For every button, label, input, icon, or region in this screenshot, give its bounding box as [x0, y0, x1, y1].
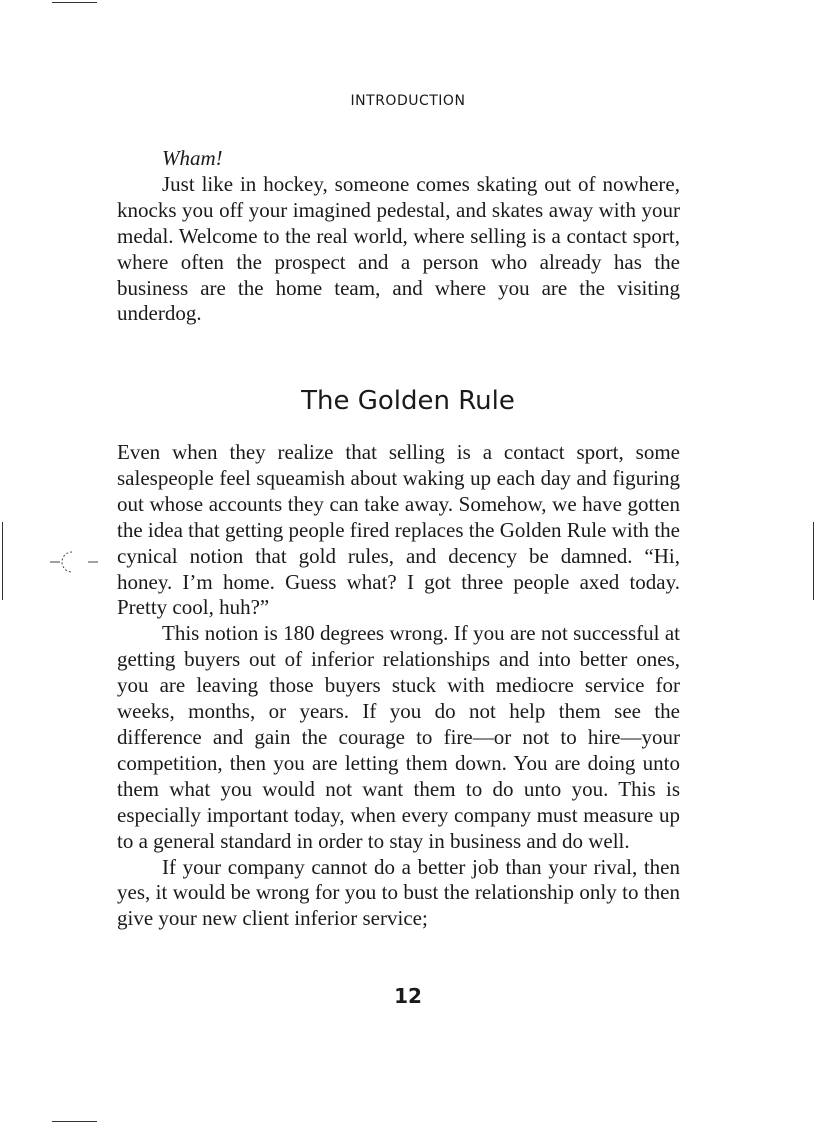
running-head: INTRODUCTION [350, 93, 466, 109]
exclamation: Wham! [162, 146, 223, 170]
opening-text-block [117, 146, 680, 327]
paragraph: This notion is 180 degrees wrong. If you are not successful at getting buyers out of inferior relationships and into better ones, you are leaving those buyers stuck with mediocre service for weeks, months, or years. If you do not help them see the difference and gain the courage to fire—or not to hire—your competition, then you are letting them down. You are doing unto them what you would not want them to do unto you. This is especially important today, when every company must measure up to a general standard in order to stay in business and do well. [117, 621, 680, 853]
paragraph: Even when they realize that selling is a contact sport, some salespeople feel squeamish about waking up each day and figuring out whose accounts they can take away. Somehow, we have gotten the idea that getting people fired replaces the Golden Rule with the cynical notion that gold rules, and decency be damned. “Hi, honey. I’m home. Guess what? I got three people axed today. Pretty cool, huh?” [117, 440, 680, 620]
left-edge-mark [2, 522, 3, 600]
paragraph: If your company cannot do a better job than your rival, then yes, it would be wrong for you to bust the relationship only to then give your new client inferior service; [117, 854, 680, 931]
section-text-block [117, 440, 680, 932]
crop-mark-top [52, 2, 97, 3]
section-heading: The Golden Rule [301, 386, 515, 416]
crop-mark-bottom [52, 1121, 97, 1122]
registration-mark-icon [50, 549, 102, 575]
paragraph: Just like in hockey, someone comes skating out of nowhere, knocks you off your imagined pedestal, and skates away with your medal. Welcome to the real world, where selling is a contact sport, where often the prospect and a person who already has the business are the home team, and where you are the visiting underdog. [117, 171, 680, 326]
right-edge-mark [813, 522, 814, 600]
page-number: 12 [394, 984, 422, 1008]
